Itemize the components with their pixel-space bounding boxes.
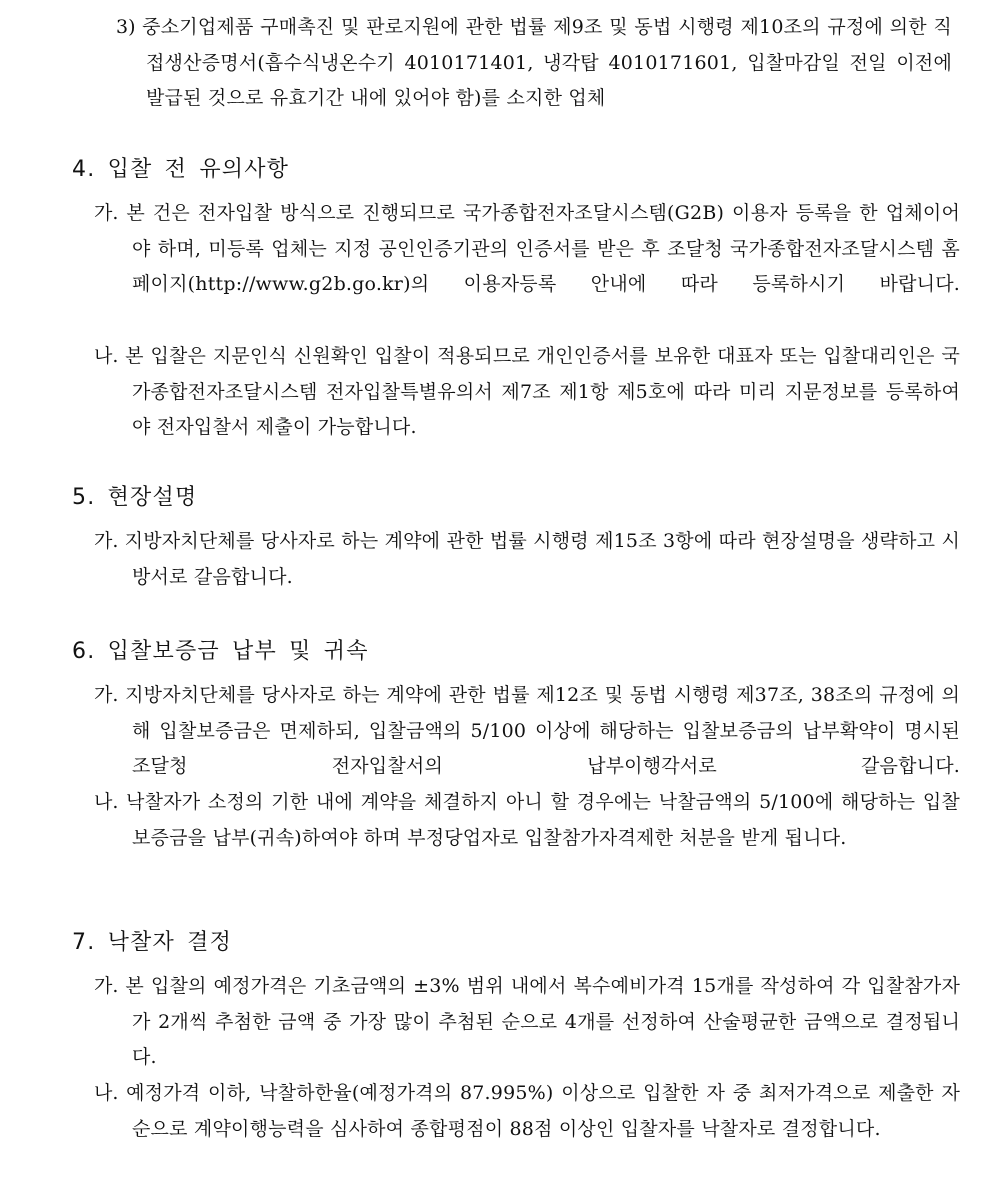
section-7-item-na xyxy=(94,1076,960,1147)
item-text: 낙찰자가 소정의 기한 내에 계약을 체결하지 아니 할 경우에는 낙찰금액의 5/100에 해당하는 입찰보증금을 납부(귀속)하여야 하며 부정당업자로 입찰참가자격제한 처분을 받게 됩니다. xyxy=(126,791,960,849)
item-label: 나. xyxy=(94,345,119,367)
item-label: 가. xyxy=(94,530,119,552)
item-text: 지방자치단체를 당사자로 하는 계약에 관한 법률 제12조 및 동법 시행령 제37조, 38조의 규정에 의해 입찰보증금은 면제하되, 입찰금액의 5/100 이상에 해당하는 입찰보증금의 납부확약이 명시된 조달청 전자입찰서의 납부이행각서로 갈음합니다. xyxy=(125,684,961,777)
item-text: 본 입찰은 지문인식 신원확인 입찰이 적용되므로 개인인증서를 보유한 대표자 또는 입찰대리인은 국가종합전자조달시스템 전자입찰특별유의서 제7조 제1항 제5호에 따라 미리 지문정보를 등록하여야 전자입찰서 제출이 가능합니다. xyxy=(125,345,960,438)
item-label: 가. xyxy=(94,684,119,706)
item-text: 예정가격 이하, 낙찰하한율(예정가격의 87.995%) 이상으로 입찰한 자 중 최저가격으로 제출한 자 순으로 계약이행능력을 심사하여 종합평점이 88점 이상인 입찰자를 낙찰자로 결정합니다. xyxy=(126,1082,960,1140)
section-5-item-ga xyxy=(94,524,960,595)
item-label: 3) xyxy=(116,16,136,38)
section-6-item-ga xyxy=(94,678,960,785)
section-7-item-ga xyxy=(94,969,960,1076)
section-6-heading: 6. 입찰보증금 납부 및 귀속 xyxy=(72,639,369,664)
section-4-heading: 4. 입찰 전 유의사항 xyxy=(72,157,290,182)
item-text: 중소기업제품 구매촉진 및 판로지원에 관한 법률 제9조 및 동법 시행령 제10조의 규정에 의한 직접생산증명서(흡수식냉온수기 4010171401, 냉각탑 4010171601, 입찰마감일 전일 이전에 발급된 것으로 유효기간 내에 있어야 함)를 소지한 업체 xyxy=(142,16,952,109)
item-text: 본 입찰의 예정가격은 기초금액의 ±3% 범위 내에서 복수예비가격 15개를 작성하여 각 입찰참가자가 2개씩 추첨한 금액 중 가장 많이 추첨된 순으로 4개를 선정하여 산술평균한 금액으로 결정됩니다. xyxy=(125,975,961,1068)
section-5-heading: 5. 현장설명 xyxy=(72,485,198,510)
item-label: 가. xyxy=(94,975,119,997)
item-label: 나. xyxy=(94,1082,119,1104)
section-4-item-na xyxy=(94,339,960,446)
item-label: 가. xyxy=(94,202,119,224)
item-label: 나. xyxy=(94,791,119,813)
item-text: 지방자치단체를 당사자로 하는 계약에 관한 법률 시행령 제15조 3항에 따라 현장설명을 생략하고 시방서로 갈음합니다. xyxy=(124,530,961,588)
item-text: 본 건은 전자입찰 방식으로 진행되므로 국가종합전자조달시스템(G2B) 이용자 등록을 한 업체이어야 하며, 미등록 업체는 지정 공인인증기관의 인증서를 받은 후 조달청 국가종합전자조달시스템 홈페이지(http://www.g2b.go.kr)의 이용자등록 안내에 따라 등록하시기 바랍니다. xyxy=(126,202,960,295)
section-7-heading: 7. 낙찰자 결정 xyxy=(72,930,233,955)
section-4-item-ga xyxy=(94,196,960,303)
section-6-item-na xyxy=(94,785,960,856)
qualification-item-3 xyxy=(116,10,952,117)
